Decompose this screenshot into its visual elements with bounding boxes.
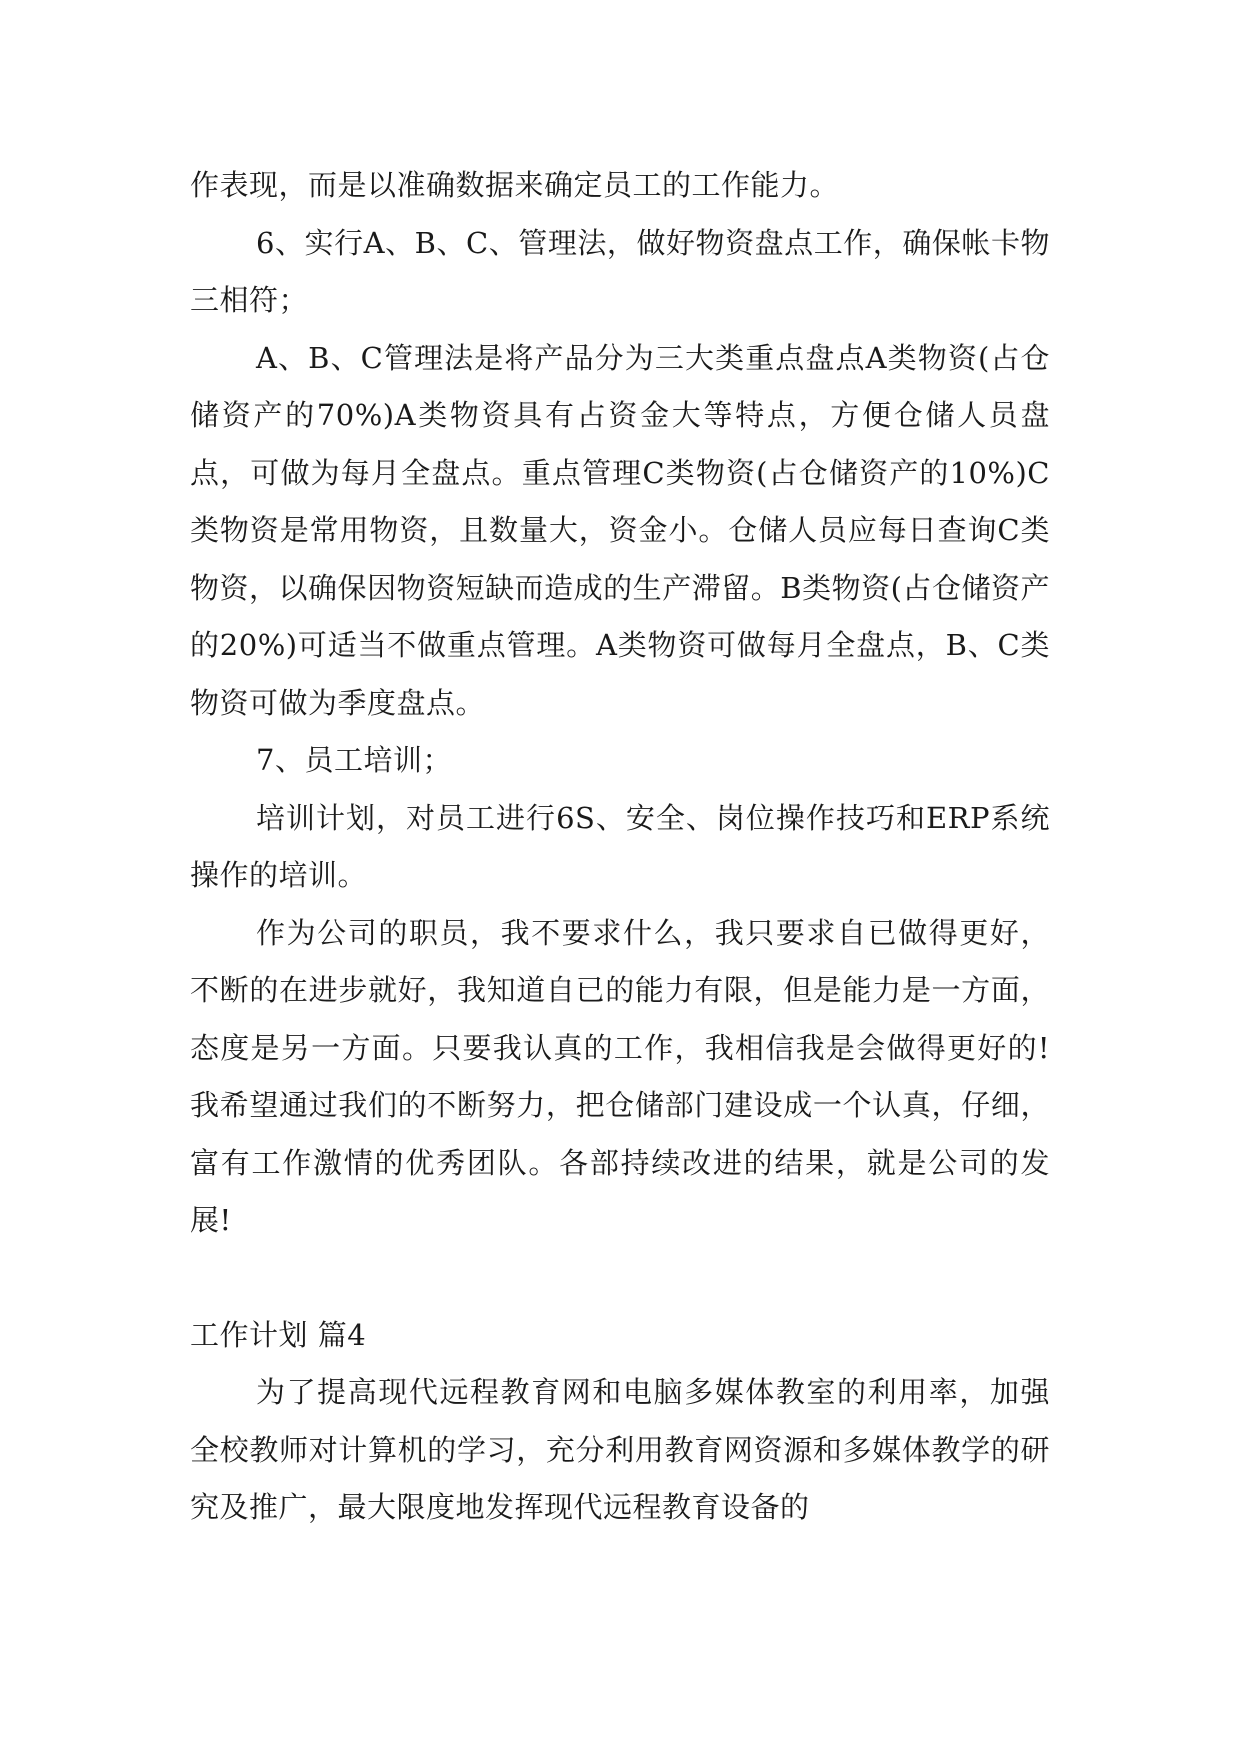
section-heading: 工作计划 篇4	[190, 1317, 367, 1352]
paragraph-item-7: 7、员工培训；	[256, 743, 452, 777]
paragraph-abc-method: A、B、C管理法是将产品分为三大类重点盘点A类物资(占仓储资产的70%)A类物资具有占资金大等特点，方便仓储人员盘点，可做为每月全盘点。重点管理C类物资(占仓储资产的10%)C类物资是常用物资，且数量大，资金小。仓储人员应每日查询C类物资，以确保因物资短缺而造成的生产滞留。B类物资(占仓储资产的20%)可适当不做重点管理。A类物资可做每月全盘点，B、C类物资可做为季度盘点。	[190, 340, 1050, 720]
document-body	[190, 157, 1050, 1537]
paragraph-continuation: 作表现，而是以准确数据来确定员工的工作能力。	[190, 168, 840, 202]
paragraph-section-4-intro: 为了提高现代远程教育网和电脑多媒体教室的利用率，加强全校教师对计算机的学习，充分利用教育网资源和多媒体教学的研究及推广，最大限度地发挥现代远程教育设备的	[190, 1375, 1050, 1524]
paragraph-closing: 作为公司的职员，我不要求什么，我只要求自已做得更好，不断的在进步就好，我知道自已的能力有限，但是能力是一方面，态度是另一方面。只要我认真的工作，我相信我是会做得更好的!我希望通过我们的不断努力，把仓储部门建设成一个认真，仔细，富有工作激情的优秀团队。各部持续改进的结果，就是公司的发展!	[190, 915, 1050, 1237]
section-spacer	[190, 1250, 1050, 1307]
paragraph-training-plan: 培训计划，对员工进行6S、安全、岗位操作技巧和ERP系统操作的培训。	[190, 800, 1050, 892]
paragraph-item-6: 6、实行A、B、C、管理法，做好物资盘点工作，确保帐卡物三相符；	[190, 225, 1050, 317]
